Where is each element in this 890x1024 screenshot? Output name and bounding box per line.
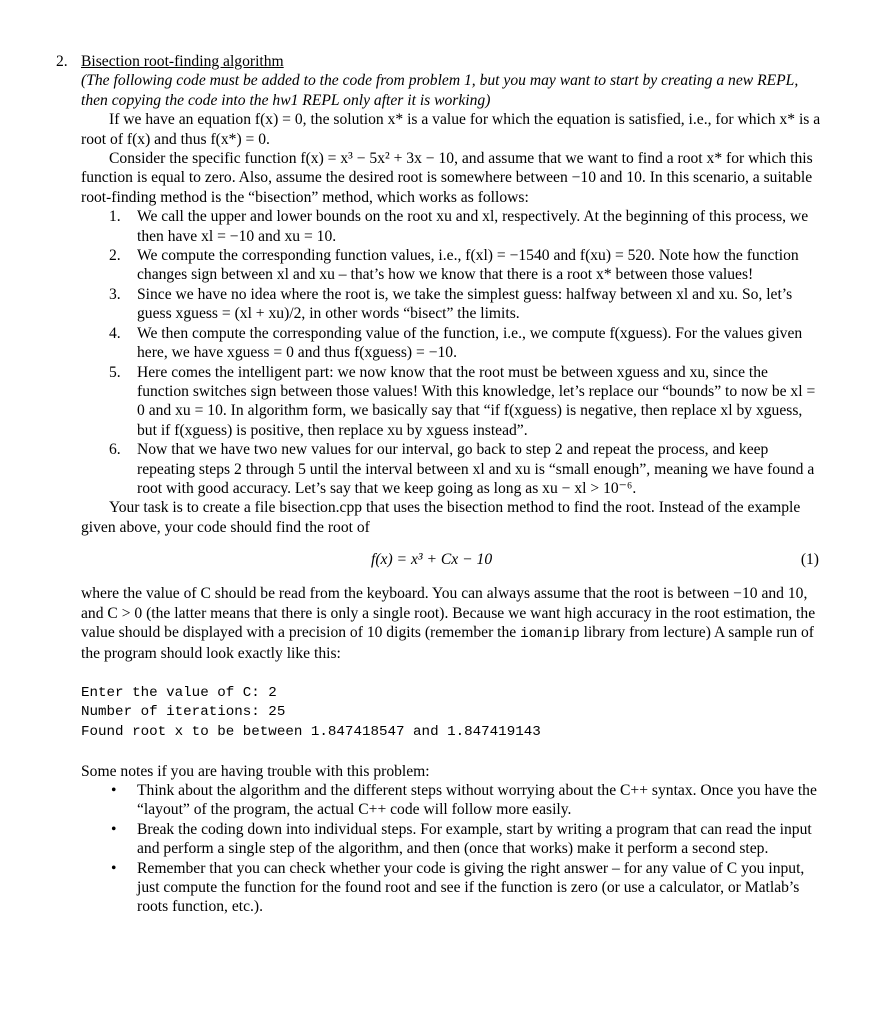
algorithm-step bbox=[81, 324, 821, 363]
problem-content bbox=[81, 52, 821, 917]
problem-title: Bisection root-finding algorithm bbox=[81, 53, 284, 70]
requirements-paragraph bbox=[81, 584, 821, 664]
notes-intro: Some notes if you are having trouble with this problem: bbox=[81, 762, 430, 780]
requirements-text-start: where the value of C should be read from the keyboard. You can always assume that the root is between −10 and 10, and C > 0 (the latter means that there is only a single root). Because we want high accuracy in the root estimation, the value should be displayed with a precision of 10 digits (remember the bbox=[81, 585, 816, 641]
note-item bbox=[81, 820, 821, 859]
step-text: We call the upper and lower bounds on the root xu and xl, respectively. At the beginning of this process, we then have xl = −10 and xu = 10. bbox=[137, 208, 809, 245]
equation-formula: f(x) = x³ + Cx − 10 bbox=[371, 551, 493, 569]
equation-block bbox=[81, 543, 821, 577]
step-text: We compute the corresponding function values, i.e., f(xl) = −1540 and f(xu) = 520. Note how the function changes sign between xl and xu – that’s how we know that there is a root x* between those values! bbox=[137, 247, 799, 284]
bullet-icon: • bbox=[111, 859, 117, 877]
step-number: 1. bbox=[109, 208, 121, 226]
sample-run-output bbox=[81, 684, 821, 743]
bullet-icon: • bbox=[111, 781, 117, 799]
note-text: Think about the algorithm and the different steps without worrying about the C++ syntax. Once you have the “layout” of the program, the actual C++ code will follow more easily. bbox=[137, 781, 817, 819]
note-item bbox=[81, 859, 821, 917]
sample-run-line: Number of iterations: 25 bbox=[81, 704, 286, 721]
requirements-text-end: library from lecture) A sample run of the program should look exactly like this: bbox=[81, 623, 814, 663]
problem-number: 2. bbox=[56, 53, 68, 70]
step-text: Now that we have two new values for our interval, go back to step 2 and repeat the process, and keep repeating steps 2 through 5 until the interval between xl and xu is “small enough”, meaning we have found a root with good accuracy. Let’s say that we keep going as long as xu − xl > 10⁻⁶. bbox=[137, 441, 815, 497]
algorithm-step bbox=[81, 363, 821, 441]
step-text: Here comes the intelligent part: we now know that the root must be between xguess and xu, since the function switches sign between those values! With this knowledge, let’s replace our “bounds” to now be xl = 0 and xu = 10. In algorithm form, we basically say that “if f(xguess) is negative, then replace xl by xguess, but if f(xguess) is positive, then replace xu by xguess instead”. bbox=[137, 363, 816, 439]
step-number: 3. bbox=[109, 285, 121, 303]
note-text: Remember that you can check whether your code is giving the right answer – for any value of C you input, just compute the function for the found root and see if the function is zero (or use a calculator, or Matlab’s roots function, etc.). bbox=[137, 859, 805, 916]
intro-paragraph-2: Consider the specific function f(x) = x³ − 5x² + 3x − 10, and assume that we want to find a root x* for which this function is equal to zero. Also, assume the desired root is somewhere between −10 and 10. In this scenario, a suitable root-finding method is the “bisection” method, which works as follows: bbox=[81, 150, 813, 206]
problem-note: (The following code must be added to the code from problem 1, but you may want to start by creating a new REPL, then copying the code into the hw1 REPL only after it is working) bbox=[81, 72, 799, 109]
bullet-icon: • bbox=[111, 820, 117, 838]
sample-run-line: Found root x to be between 1.847418547 and 1.847419143 bbox=[81, 723, 541, 740]
algorithm-step bbox=[81, 246, 821, 285]
step-text: Since we have no idea where the root is, we take the simplest guess: halfway between xl and xu. So, let’s guess xguess = (xl + xu)/2, in other words “bisect” the limits. bbox=[137, 285, 793, 323]
algorithm-steps bbox=[81, 207, 821, 498]
equation-number: (1) bbox=[800, 551, 819, 569]
algorithm-step bbox=[81, 207, 821, 246]
algorithm-step bbox=[81, 440, 821, 498]
task-paragraph: Your task is to create a file bisection.cpp that uses the bisection method to find the root. Instead of the example given above, your code should find the root of bbox=[81, 499, 801, 536]
step-number: 4. bbox=[109, 324, 121, 342]
step-number: 5. bbox=[109, 363, 121, 381]
step-number: 2. bbox=[109, 247, 121, 265]
iomanip-keyword: iomanip bbox=[520, 625, 580, 642]
sample-run-line: Enter the value of C: 2 bbox=[81, 684, 277, 701]
intro-paragraph-1: If we have an equation f(x) = 0, the solution x* is a value for which the equation is satisfied, i.e., for which x* is a root of f(x) and thus f(x*) = 0. bbox=[81, 111, 821, 148]
notes-list bbox=[81, 781, 821, 917]
algorithm-step bbox=[81, 285, 821, 324]
step-number: 6. bbox=[109, 441, 121, 459]
note-item bbox=[81, 781, 821, 820]
step-text: We then compute the corresponding value of the function, i.e., we compute f(xguess). For the values given here, we have xguess = 0 and thus f(xguess) = −10. bbox=[137, 324, 803, 362]
note-text: Break the coding down into individual steps. For example, start by writing a program that can read the input and perform a single step of the algorithm, and then (once that works) make it perform a second step. bbox=[137, 820, 812, 858]
